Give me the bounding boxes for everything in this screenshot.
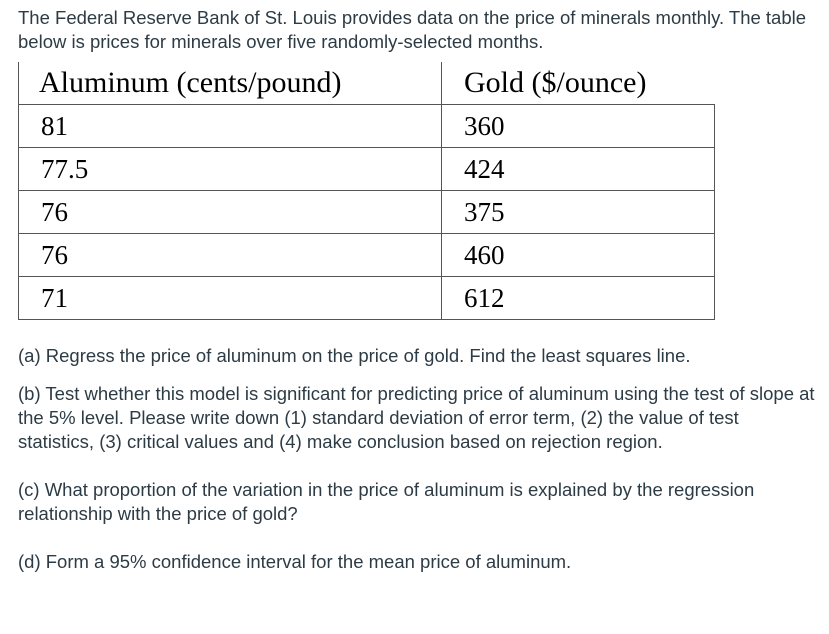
- question-a: (a) Regress the price of aluminum on the price of gold. Find the least squares line.: [18, 345, 691, 366]
- aluminum-cell: 76: [19, 234, 442, 277]
- gold-cell: 460: [442, 234, 715, 277]
- gold-cell: 375: [442, 191, 715, 234]
- aluminum-cell: 81: [19, 105, 442, 148]
- minerals-price-table: [18, 62, 715, 320]
- gold-cell: 612: [442, 277, 715, 320]
- header-aluminum: Aluminum (cents/pound): [19, 62, 442, 105]
- table-header-row: [19, 62, 715, 105]
- gold-cell: 424: [442, 148, 715, 191]
- table-row: [19, 277, 715, 320]
- table-row: [19, 148, 715, 191]
- table-row: [19, 191, 715, 234]
- gold-cell: 360: [442, 105, 715, 148]
- question-b: (b) Test whether this model is significant for predicting price of aluminum using the test of slope at the 5% level. Please write down (1) standard deviation of error term, (2) the value of test statistics, (3) critical values and (4) make conclusion based on rejection region.: [18, 383, 815, 452]
- table-row: [19, 105, 715, 148]
- question-c: (c) What proportion of the variation in the price of aluminum is explained by the regression relationship with the price of gold?: [18, 479, 755, 524]
- aluminum-cell: 71: [19, 277, 442, 320]
- question-d: (d) Form a 95% confidence interval for the mean price of aluminum.: [18, 551, 572, 572]
- aluminum-cell: 76: [19, 191, 442, 234]
- intro-text: The Federal Reserve Bank of St. Louis provides data on the price of minerals monthly. The table below is prices for minerals over five randomly-selected months.: [18, 7, 807, 52]
- aluminum-cell: 77.5: [19, 148, 442, 191]
- problem-page: [18, 6, 818, 574]
- header-gold: Gold ($/ounce): [442, 62, 715, 105]
- table-row: [19, 234, 715, 277]
